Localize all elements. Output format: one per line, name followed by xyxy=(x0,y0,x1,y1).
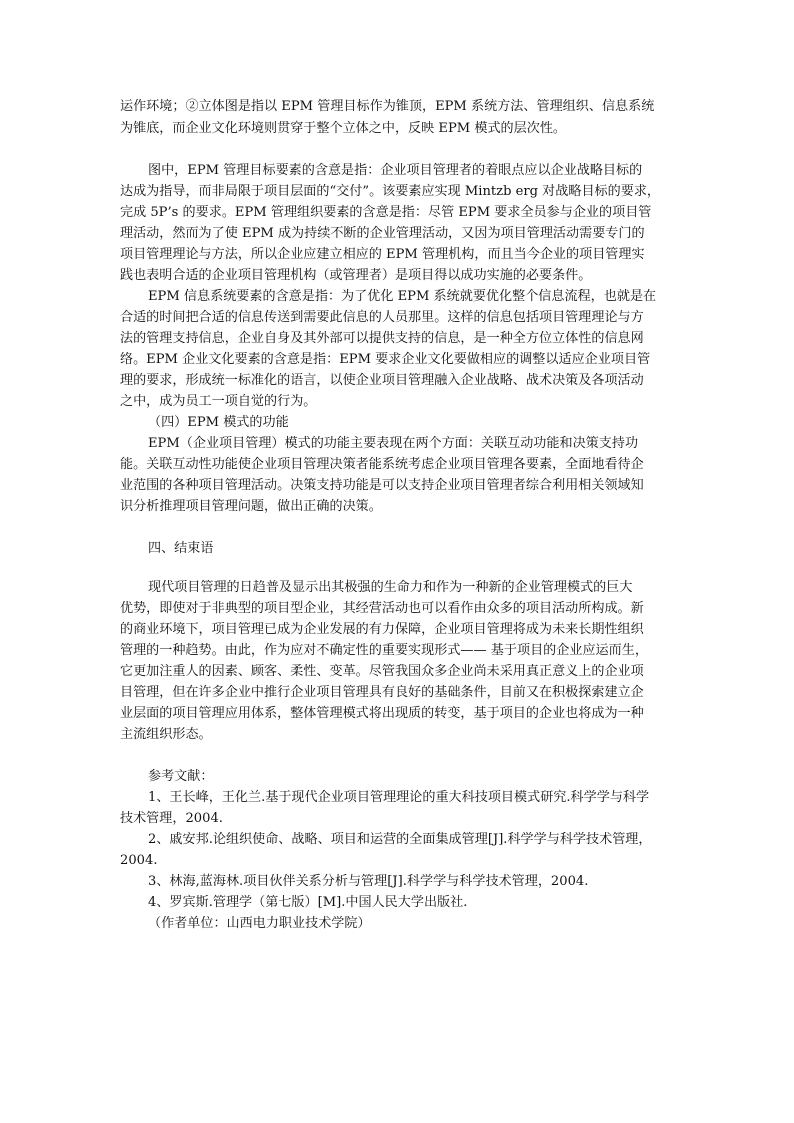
text-line: 完成 5P’s 的要求。EPM 管理组织要素的含意是指：尽管 EPM 要求全员参与企业的项目管 xyxy=(120,205,652,220)
reference-item: 技术管理，2004. xyxy=(120,811,223,826)
text-line: 识分析推理项目管理问题，做出正确的决策。 xyxy=(120,499,382,514)
text-line: 现代项目管理的日趋普及显示出其极强的生命力和作为一种新的企业管理模式的巨大 xyxy=(148,580,633,595)
reference-item: 3、林海,蓝海林.项目伙伴关系分析与管理[J].科学学与科学技术管理，2004. xyxy=(148,874,589,889)
text-line: 项目管理理论与方法，所以企业应建立相应的 EPM 管理机构，而且当今企业的项目管理实 xyxy=(120,247,645,262)
text-line: 法的管理支持信息，企业自身及其外部可以提供支持的信息，是一种全方位立体性的信息网 xyxy=(120,331,644,346)
section-heading: （四）EPM 模式的功能 xyxy=(148,415,289,430)
text-line: 络。EPM 企业文化要素的含意是指：EPM 要求企业文化要做相应的调整以适应企业项目管 xyxy=(120,352,651,367)
text-line: 达成为指导，而非局限于项目层面的“交付”。该要素应实现 Mintzb erg 对战略目标的要求， xyxy=(120,184,661,199)
references-title: 参考文献： xyxy=(148,769,214,784)
text-line: 主流组织形态。 xyxy=(120,727,212,742)
text-line: 理的要求，形成统一标准化的语言，以使企业项目管理融入企业战略、战术决策及各项活动 xyxy=(120,373,644,388)
text-line: 业范围的各种项目管理活动。决策支持功能是可以支持企业项目管理者综合利用相关领域知 xyxy=(120,478,644,493)
reference-item: 4、罗宾斯.管理学（第七版）[M].中国人民大学出版社. xyxy=(148,895,468,910)
text-line: EPM 信息系统要素的含意是指：为了优化 EPM 系统就要优化整个信息流程，也就是在 xyxy=(148,289,657,304)
reference-item: 2004. xyxy=(120,853,158,868)
text-line: 业层面的项目管理应用体系，整体管理模式将出现质的转变，基于项目的企业也将成为一种 xyxy=(120,706,644,721)
text-line: EPM（企业项目管理）模式的功能主要表现在两个方面：关联互动功能和决策支持功 xyxy=(148,436,639,451)
text-line: 的商业环境下，项目管理已成为企业发展的有力保障，企业项目管理将成为未来长期性组织 xyxy=(120,622,644,637)
text-line: 优势，即使对于非典型的项目型企业，其经营活动也可以看作由众多的项目活动所构成。新 xyxy=(120,601,644,616)
text-line: 践也表明合适的企业项目管理机构（或管理者）是项目得以成功实施的必要条件。 xyxy=(120,268,592,283)
text-line: 理活动，然而为了使 EPM 成为持续不断的企业管理活动，又因为项目管理活动需要专门的 xyxy=(120,226,645,241)
text-line: 之中，成为员工一项自觉的行为。 xyxy=(120,394,317,409)
text-line: 图中，EPM 管理目标要素的含意是指：企业项目管理者的着眼点应以企业战略目标的 xyxy=(148,163,643,178)
text-line: 目管理，但在许多企业中推行企业项目管理具有良好的基础条件，目前又在积极探索建立企 xyxy=(120,685,644,700)
author-affiliation: （作者单位：山西电力职业技术学院） xyxy=(148,916,371,931)
text-line: 运作环境；②立体图是指以 EPM 管理目标作为锥顶，EPM 系统方法、管理组织、信息系统 xyxy=(120,99,655,114)
text-line: 合适的时间把合适的信息传送到需要此信息的人员那里。这样的信息包括项目管理理论与方 xyxy=(120,310,644,325)
section-heading: 四、结束语 xyxy=(148,541,214,556)
text-line: 它更加注重人的因素、顾客、柔性、变革。尽管我国众多企业尚未采用真正意义上的企业项 xyxy=(120,664,644,679)
reference-item: 2、戚安邦.论组织使命、战略、项目和运营的全面集成管理[J].科学学与科学技术管理， xyxy=(148,832,652,847)
text-line: 管理的一种趋势。由此，作为应对不确定性的重要实现形式—— 基于项目的企业应运而生， xyxy=(120,643,648,658)
text-line: 为锥底，而企业文化环境则贯穿于整个立体之中，反映 EPM 模式的层次性。 xyxy=(120,121,567,136)
text-line: 能。关联互动性功能使企业项目管理决策者能系统考虑企业项目管理各要素，全面地看待企 xyxy=(120,457,644,472)
reference-item: 1、王长峰，王化兰.基于现代企业项目管理理论的重大科技项目模式研究.科学学与科学 xyxy=(148,790,650,805)
